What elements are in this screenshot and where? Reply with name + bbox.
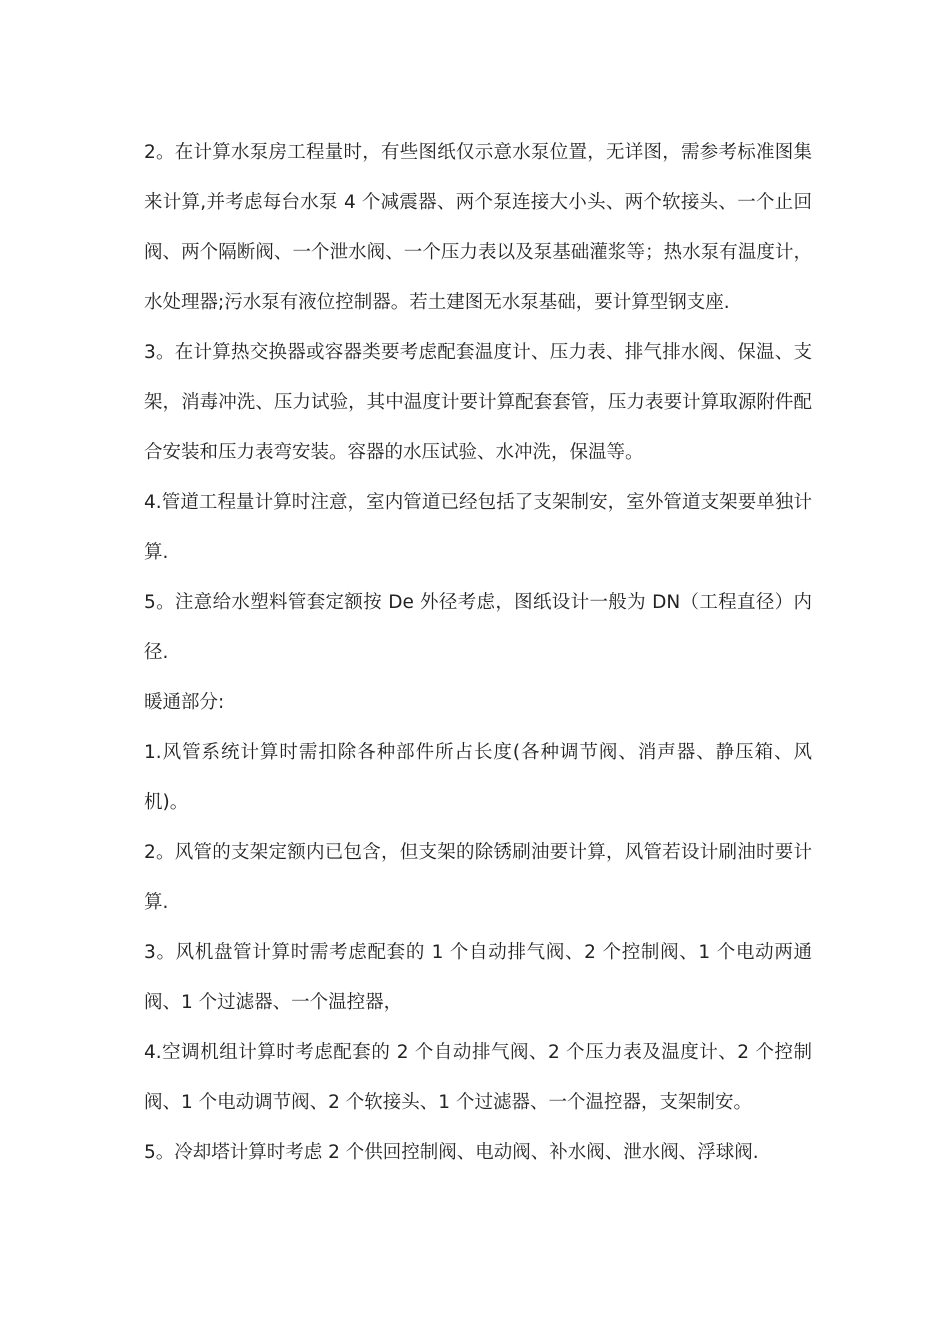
paragraph-fan-coil: 3。风机盘管计算时需考虑配套的 1 个自动排气阀、2 个控制阀、1 个电动两通阀、1 个过滤器、一个温控器， <box>144 942 812 1013</box>
paragraph-pipe-support: 4.管道工程量计算时注意，室内管道已经包括了支架制安，室外管道支架要单独计算. <box>144 492 812 563</box>
paragraph-duct-support: 2。风管的支架定额内已包含，但支架的除锈刷油要计算，风管若设计刷油时要计算. <box>144 842 812 913</box>
paragraph-cooling-tower: 5。冷却塔计算时考虑 2 个供回控制阀、电动阀、补水阀、泄水阀、浮球阀. <box>144 1142 759 1163</box>
paragraph-air-duct-system: 1.风管系统计算时需扣除各种部件所占长度(各种调节阀、消声器、静压箱、风机)。 <box>144 742 812 813</box>
document-body <box>144 128 812 1178</box>
section-heading-hvac: 暖通部分: <box>144 692 225 713</box>
paragraph-air-handling-unit: 4.空调机组计算时考虑配套的 2 个自动排气阀、2 个压力表及温度计、2 个控制阀、1 个电动调节阀、2 个软接头、1 个过滤器、一个温控器，支架制安。 <box>144 1042 812 1113</box>
paragraph-pump-room: 2。在计算水泵房工程量时，有些图纸仅示意水泵位置，无详图，需参考标准图集来计算,并考虑每台水泵 4 个减震器、两个泵连接大小头、两个软接头、一个止回阀、两个隔断阀、一个泄水阀、一个压力表以及泵基础灌浆等；热水泵有温度计，水处理器;污水泵有液位控制器。若土建图无水泵基础，要计算型钢支座. <box>144 142 812 313</box>
paragraph-heat-exchanger: 3。在计算热交换器或容器类要考虑配套温度计、压力表、排气排水阀、保温、支架，消毒冲洗、压力试验，其中温度计要计算配套套管，压力表要计算取源附件配合安装和压力表弯安装。容器的水压试验、水冲洗，保温等。 <box>144 342 812 463</box>
paragraph-plastic-pipe: 5。注意给水塑料管套定额按 De 外径考虑，图纸设计一般为 DN（工程直径）内径. <box>144 592 812 663</box>
